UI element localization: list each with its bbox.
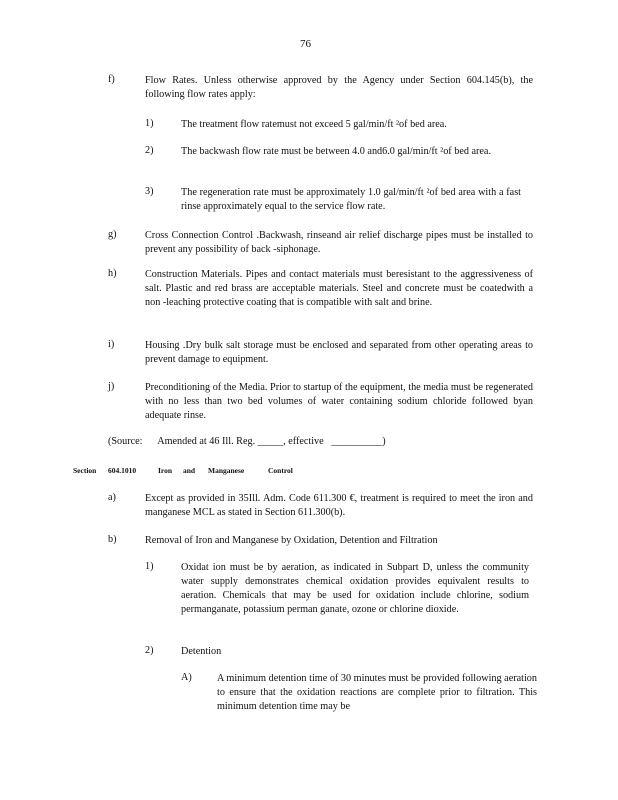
section-title-word-1: Iron bbox=[158, 466, 173, 475]
sec-item-b2-label: 2) bbox=[145, 645, 154, 656]
sec-item-b-text: Removal of Iron and Manganese by Oxidation, Detention and Filtration bbox=[145, 535, 438, 546]
item-f3-label: 3) bbox=[145, 186, 154, 197]
section-title-word-4: Control bbox=[268, 466, 293, 475]
page-number: 76 bbox=[300, 38, 311, 50]
item-i-text: Housing .Dry bulk salt storage must be enclosed and separated from other operating areas to prevent damage to equipment. bbox=[145, 340, 533, 365]
item-j-label: j) bbox=[108, 381, 115, 392]
source-prefix: (Source: bbox=[108, 436, 143, 447]
item-g-text: Cross Connection Control .Backwash, rinseand air relief discharge pipes must be installed to prevent any possibility of back -siphonage. bbox=[145, 230, 533, 255]
item-f2-text: The backwash flow rate must be between 4.0 and6.0 gal/min/ft ²of bed area. bbox=[181, 146, 491, 157]
sec-item-b-label: b) bbox=[108, 534, 117, 545]
source-note bbox=[108, 436, 386, 447]
sec-item-bA-text: A minimum detention time of 30 minutes must be provided following aeration to ensure that the oxidation reactions are complete prior to filtration. This minimum detention time may be bbox=[217, 673, 537, 712]
item-g-label: g) bbox=[108, 229, 117, 240]
item-h-label: h) bbox=[108, 268, 117, 279]
section-number: 604.1010 bbox=[108, 466, 137, 475]
section-title-word-3: Manganese bbox=[208, 466, 245, 475]
sec-item-bA-label: A) bbox=[181, 672, 192, 683]
item-f1-text: The treatment flow ratemust not exceed 5 gal/min/ft ²of bed area. bbox=[181, 119, 447, 130]
item-f-text: Flow Rates. Unless otherwise approved by the Agency under Section 604.145(b), the following flow rates apply: bbox=[145, 75, 533, 100]
item-f2-label: 2) bbox=[145, 145, 154, 156]
item-f3-text: The regeneration rate must be approximately 1.0 gal/min/ft ²of bed area with a fast rinse approximately equal to the service flow rate. bbox=[181, 187, 521, 212]
item-f1-label: 1) bbox=[145, 118, 154, 129]
sec-item-b1-text: Oxidat ion must be by aeration, as indicated in Subpart D, unless the community water supply demonstrates chemical oxidation provides equivalent results to aeration. Chemicals that may be used for oxidation include chlorine, sodium permanganate, potassium perman ganate, ozone or chlorine dioxide. bbox=[181, 562, 529, 615]
section-title-word-2: and bbox=[183, 466, 196, 475]
source-blank-date: __________ bbox=[331, 436, 383, 447]
source-blank-register: _____ bbox=[257, 436, 284, 447]
item-h-text: Construction Materials. Pipes and contact materials must beresistant to the aggressiveness of salt. Plastic and red brass are acceptable materials. Steel and concrete must be coatedwith a non -leaching protective coating that is compatible with salt and brine. bbox=[145, 269, 533, 308]
sec-item-b1-label: 1) bbox=[145, 561, 154, 572]
source-close: ) bbox=[382, 436, 386, 447]
item-i-label: i) bbox=[108, 339, 115, 350]
sec-item-a-text: Except as provided in 35Ill. Adm. Code 611.300 €, treatment is required to meet the iron and manganese MCL as stated in Section 611.300(b). bbox=[145, 493, 533, 518]
source-amended: Amended at 46 Ill. Reg. bbox=[157, 436, 256, 447]
item-f-label: f) bbox=[108, 74, 115, 85]
sec-item-a-label: a) bbox=[108, 492, 116, 503]
source-effective: , effective bbox=[283, 436, 324, 447]
item-j-text: Preconditioning of the Media. Prior to startup of the equipment, the media must be regenerated with no less than two bed volumes of water containing sodium chloride followed byan adequate rinse. bbox=[145, 382, 533, 421]
section-label: Section bbox=[73, 466, 97, 475]
sec-item-b2-text: Detention bbox=[181, 646, 222, 657]
